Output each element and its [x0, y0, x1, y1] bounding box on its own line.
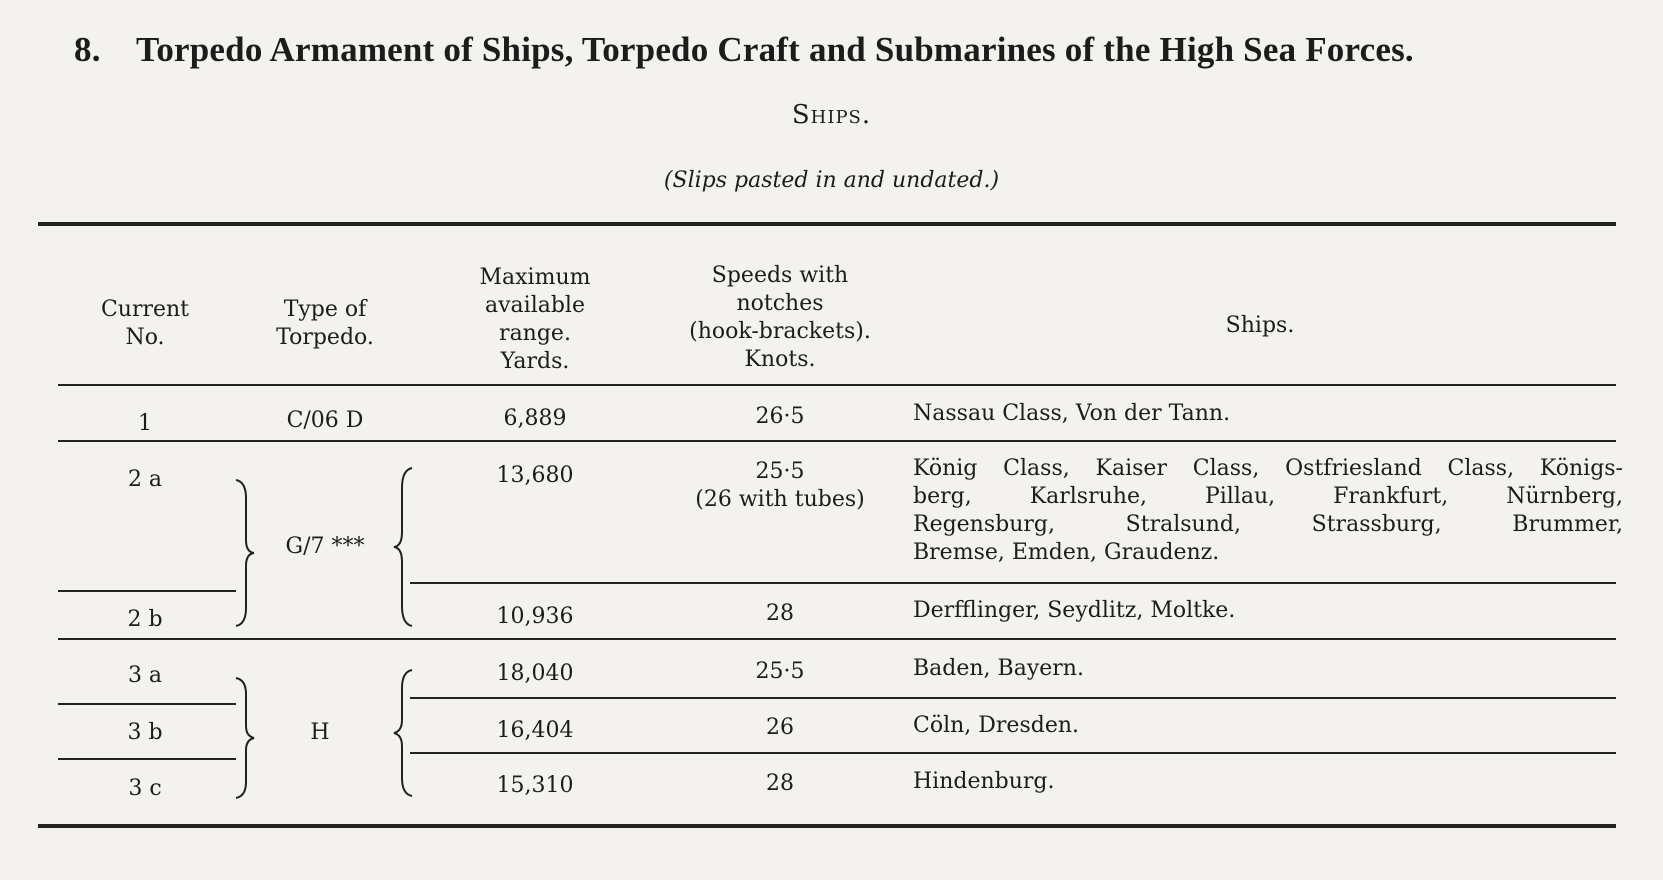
- row2a-ships: [913, 455, 1623, 567]
- ships-line: Bremse, Emden, Graudenz.: [913, 540, 1220, 565]
- header-type: [240, 296, 410, 352]
- ships-line: Derfflinger, Seydlitz, Moltke.: [913, 598, 1236, 623]
- row3c-no: 3 c: [128, 776, 162, 801]
- row-rule: [58, 758, 236, 760]
- ships-line: Hindenburg.: [913, 769, 1055, 794]
- row-rule: [58, 590, 236, 592]
- row3b-ships: [913, 712, 1623, 740]
- bottom-rule: [38, 824, 1616, 828]
- row-rule: [410, 582, 1616, 584]
- row3b-speed: 26: [766, 715, 794, 740]
- row1-type: C/06 D: [286, 408, 364, 433]
- row-rule: [58, 703, 236, 705]
- speed-value: 25·5: [755, 459, 805, 484]
- row2b-ships: [913, 597, 1623, 625]
- page-title: [74, 30, 1414, 70]
- header-rule: [58, 384, 1616, 386]
- brace-left-h: [232, 676, 256, 800]
- row2a-range: 13,680: [496, 463, 574, 488]
- brace-right-g7: [392, 466, 416, 628]
- row3a-no: 3 a: [127, 663, 163, 688]
- row-rule: [410, 697, 1616, 699]
- header-line: range.: [499, 321, 571, 346]
- ships-line: Baden, Bayern.: [913, 656, 1084, 681]
- header-range: [450, 264, 620, 376]
- header-line: available: [485, 293, 585, 318]
- header-line: notches: [736, 291, 824, 316]
- row-rule: [58, 638, 1616, 640]
- header-line: No.: [125, 325, 165, 350]
- row-rule: [58, 440, 1616, 442]
- row-rule: [410, 752, 1616, 754]
- header-line: Current: [100, 297, 190, 322]
- row1-range: 6,889: [503, 406, 567, 431]
- note-text: (Slips pasted in and undated.): [663, 168, 1000, 193]
- row1-speed: 26·5: [755, 404, 805, 429]
- row2b-speed: 28: [766, 601, 794, 626]
- ships-line: Regensburg, Stralsund, Strassburg, Brummer,: [913, 512, 1623, 537]
- row2b-no: 2 b: [127, 607, 163, 632]
- row3c-speed: 28: [766, 771, 794, 796]
- header-line: (hook-brackets).: [689, 319, 871, 344]
- row2a-no: 2 a: [127, 467, 163, 492]
- row3c-ships: [913, 768, 1623, 796]
- type-h: H: [310, 720, 330, 745]
- ships-line: König Class, Kaiser Class, Ostfriesland Class, Königs-: [913, 456, 1623, 481]
- header-line: Type of: [283, 297, 367, 322]
- row1-no: 1: [138, 411, 152, 436]
- brace-right-h: [392, 668, 416, 798]
- header-line: Torpedo.: [276, 325, 374, 350]
- row3a-speed: 25·5: [755, 659, 805, 684]
- row3a-ships: [913, 655, 1623, 683]
- header-line: Yards.: [500, 349, 570, 374]
- ships-line: berg, Karlsruhe, Pillau, Frankfurt, Nürnberg,: [913, 484, 1623, 509]
- row3c-range: 15,310: [496, 773, 574, 798]
- header-speeds: [670, 262, 890, 374]
- top-rule: [38, 222, 1616, 226]
- header-ships: Ships.: [1225, 313, 1295, 338]
- header-line: Maximum: [479, 265, 591, 290]
- type-g7: G/7 ***: [285, 534, 365, 559]
- title-number: 8.: [74, 30, 101, 69]
- brace-left-g7: [232, 478, 256, 628]
- row2a-speed: [670, 458, 890, 514]
- header-line: Speeds with: [711, 263, 849, 288]
- row3b-no: 3 b: [127, 720, 163, 745]
- ships-line: Cöln, Dresden.: [913, 713, 1079, 738]
- header-line: Knots.: [744, 347, 816, 372]
- row2b-range: 10,936: [496, 604, 574, 629]
- title-text: Torpedo Armament of Ships, Torpedo Craft and Submarines of the High Sea Forces.: [136, 30, 1414, 69]
- ships-line: Nassau Class, Von der Tann.: [913, 401, 1231, 426]
- row3a-range: 18,040: [496, 661, 574, 686]
- header-current-no: [70, 296, 220, 352]
- speed-note: (26 with tubes): [695, 487, 865, 512]
- row1-ships: [913, 400, 1623, 428]
- section-heading: Ships.: [791, 100, 872, 130]
- row3b-range: 16,404: [496, 718, 574, 743]
